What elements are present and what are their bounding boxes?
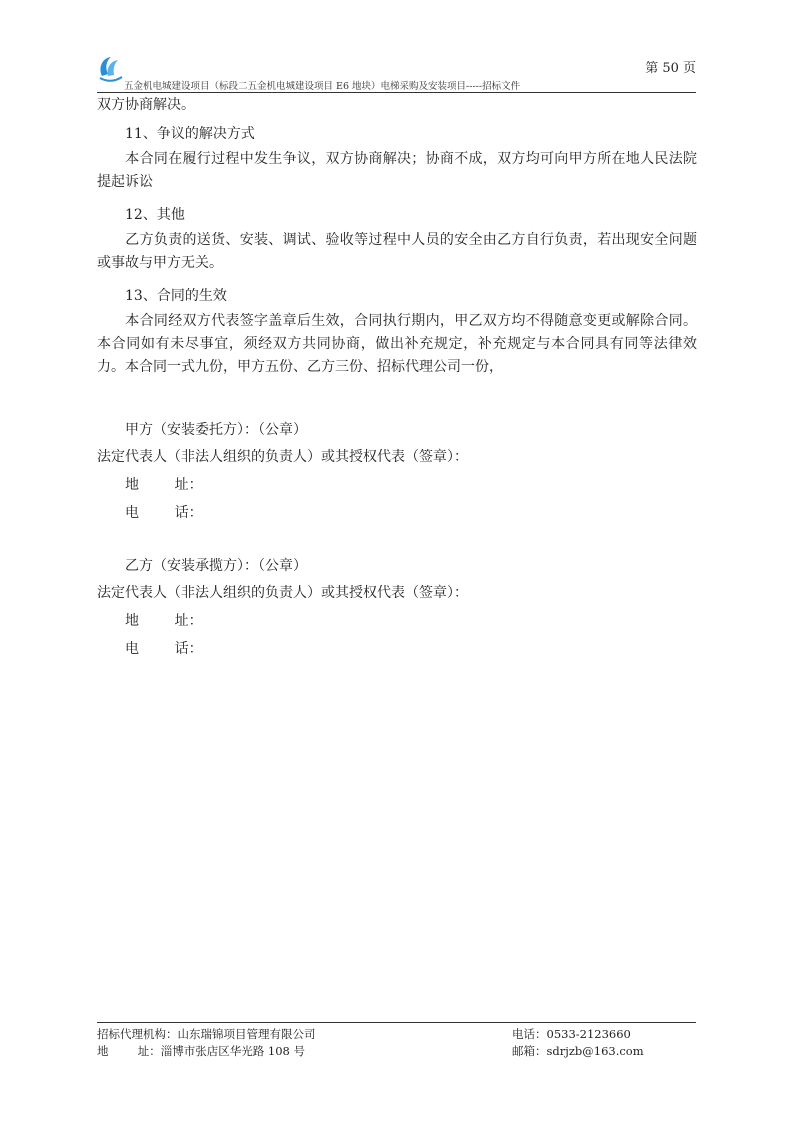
party-a-address-label: 地 址：	[125, 477, 203, 493]
footer-agency: 招标代理机构：山东瑞锦项目管理有限公司	[97, 1027, 316, 1041]
continuation-line: 双方协商解决。	[97, 97, 195, 113]
section-12-title: 12、其他	[125, 207, 185, 223]
footer-divider	[97, 1022, 696, 1023]
section-13-title: 13、合同的生效	[125, 288, 227, 304]
footer-phone: 电话：0533-2123660	[512, 1027, 631, 1041]
company-logo-icon	[96, 54, 126, 84]
header-divider	[97, 92, 696, 93]
section-13-text: 本合同经双方代表签字盖章后生效，合同执行期内，甲乙双方均不得随意变更或解除合同。本合同如有未尽事宜，须经双方共同协商，做出补充规定，补充规定与本合同具有同等法律效力。本合同一式九份，甲方五份、乙方三份、招标代理公司一份，	[97, 313, 697, 375]
party-a-representative: 法定代表人（非法人组织的负责人）或其授权代表（签章）：	[97, 449, 468, 465]
party-b-title: 乙方（安装承揽方）：（公章）	[125, 558, 307, 574]
party-b-phone-label: 电 话：	[125, 641, 203, 657]
party-b-representative: 法定代表人（非法人组织的负责人）或其授权代表（签章）：	[97, 585, 468, 601]
section-11-text: 本合同在履行过程中发生争议，双方协商解决；协商不成，双方均可向甲方所在地人民法院提起诉讼	[97, 151, 697, 190]
section-12-text: 乙方负责的送货、安装、调试、验收等过程中人员的安全由乙方自行负责，若出现安全问题或事故与甲方无关。	[97, 232, 697, 271]
party-b-address-label: 地 址：	[125, 613, 203, 629]
footer-email: 邮箱：sdrjzb@163.com	[512, 1044, 644, 1058]
party-a-phone-label: 电 话：	[125, 505, 203, 521]
page-number: 第 50 页	[645, 61, 696, 76]
document-header-title: 五金机电城建设项目（标段二五金机电城建设项目 E6 地块）电梯采购及安装项目-----招标文件	[124, 81, 521, 92]
footer-address: 地 址：淄博市张店区华光路 108 号	[97, 1044, 306, 1058]
party-a-title: 甲方（安装委托方）：（公章）	[125, 422, 307, 438]
section-11-title: 11、争议的解决方式	[125, 126, 255, 142]
